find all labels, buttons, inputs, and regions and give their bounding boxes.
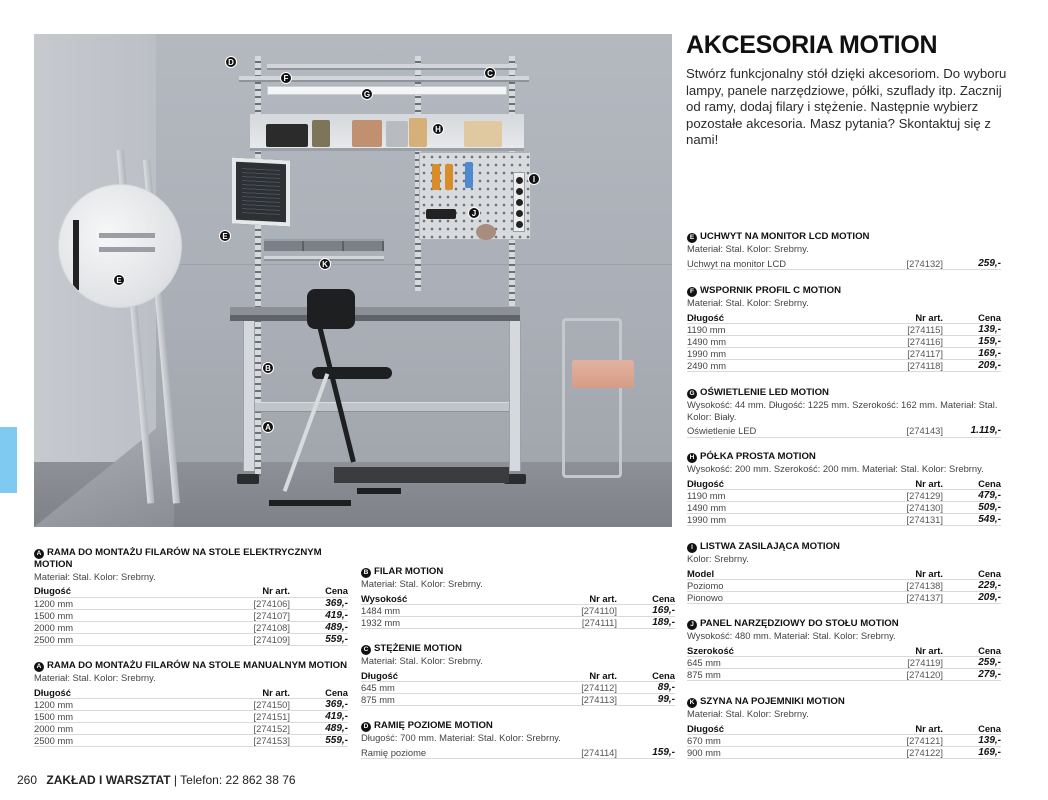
marker-d: D bbox=[225, 56, 237, 68]
row-label: 2000 mm bbox=[34, 723, 210, 735]
section-title: UCHWYT NA MONITOR LCD MOTION bbox=[700, 231, 870, 242]
section-description: Kolor: Srebrny. bbox=[687, 553, 749, 564]
chair-foot bbox=[269, 500, 351, 506]
section-heading bbox=[687, 231, 1001, 243]
chair-back bbox=[307, 289, 355, 329]
column-header: Model bbox=[687, 568, 863, 580]
tape-roll bbox=[409, 118, 427, 147]
section-heading bbox=[687, 696, 1001, 708]
price: 479,- bbox=[943, 490, 1001, 502]
section-description: Materiał: Stal. Kolor: Srebrny. bbox=[687, 297, 809, 308]
price: 189,- bbox=[617, 617, 675, 629]
letter-badge: B bbox=[361, 568, 371, 578]
marker-b: B bbox=[262, 362, 274, 374]
price: 89,- bbox=[617, 682, 675, 694]
desk-leg bbox=[509, 321, 521, 471]
article-number: [274129] bbox=[863, 490, 943, 502]
table-row bbox=[34, 723, 348, 735]
letter-badge: K bbox=[687, 698, 697, 708]
column-header: Nr art. bbox=[210, 585, 290, 597]
led-light bbox=[267, 86, 507, 95]
price: 169,- bbox=[943, 348, 1001, 360]
section-title: SZYNA NA POJEMNIKI MOTION bbox=[700, 696, 845, 707]
price: 369,- bbox=[290, 699, 348, 711]
letter-badge: D bbox=[361, 722, 371, 732]
letter-badge: E bbox=[687, 233, 697, 243]
intro-text: Stwórz funkcjonalny stół dzięki akcesoriom. Do wyboru lampy, panele narzędziowe, półki, szuflady itp. Zacznij od ramy, dodaj filary i stężenie. Następnie wybierz pozostałe akcesoria. Masz pytania? Skontaktuj się z nami! bbox=[686, 66, 1007, 147]
article-number: [274118] bbox=[863, 360, 943, 372]
letter-badge: H bbox=[687, 453, 697, 463]
marker-c: C bbox=[484, 67, 496, 79]
pliers bbox=[445, 164, 453, 190]
column-header: Długość bbox=[687, 478, 863, 490]
table-row bbox=[361, 694, 675, 706]
article-number: [274121] bbox=[863, 735, 943, 747]
article-number: [274138] bbox=[863, 580, 943, 592]
letter-badge: F bbox=[687, 287, 697, 297]
table-row bbox=[34, 699, 348, 711]
marker-h: H bbox=[432, 123, 444, 135]
price: 139,- bbox=[943, 324, 1001, 336]
column-header: Cena bbox=[617, 670, 675, 682]
price: 369,- bbox=[290, 597, 348, 609]
section-heading bbox=[361, 566, 675, 578]
paper-roll bbox=[572, 360, 634, 388]
row-label: 2490 mm bbox=[687, 360, 863, 372]
section-title: OŚWIETLENIE LED MOTION bbox=[700, 387, 829, 398]
table-row bbox=[34, 711, 348, 723]
table-header bbox=[687, 645, 1001, 657]
letter-badge: C bbox=[361, 645, 371, 655]
column-header: Cena bbox=[617, 593, 675, 605]
article-number: [274119] bbox=[863, 657, 943, 669]
column-header: Nr art. bbox=[863, 723, 943, 735]
page-number: 260 bbox=[17, 773, 38, 787]
desk-foot bbox=[237, 474, 259, 484]
product-section-e bbox=[687, 231, 1001, 270]
price-table bbox=[361, 593, 675, 630]
brace bbox=[255, 402, 509, 412]
product-section-i bbox=[687, 541, 1001, 604]
lcd-monitor bbox=[232, 157, 290, 226]
bracket-arm bbox=[99, 247, 155, 252]
article-number: [274131] bbox=[863, 514, 943, 526]
section-color-tab bbox=[0, 427, 17, 493]
section-title: LISTWA ZASILAJĄCA MOTION bbox=[700, 541, 840, 552]
table-header bbox=[687, 723, 1001, 735]
row-label: 1500 mm bbox=[34, 609, 210, 621]
product-section-f bbox=[687, 285, 1001, 372]
article-number: [274115] bbox=[863, 324, 943, 336]
letter-badge: I bbox=[687, 543, 697, 553]
row-label: 2000 mm bbox=[34, 621, 210, 633]
column-header: Szerokość bbox=[687, 645, 863, 657]
marker-g: G bbox=[361, 88, 373, 100]
price: 169,- bbox=[943, 747, 1001, 759]
price-table bbox=[687, 258, 1001, 271]
product-section-g bbox=[687, 387, 1001, 438]
column-header: Długość bbox=[34, 687, 210, 699]
section-heading bbox=[687, 618, 1001, 630]
marker-e: E bbox=[219, 230, 231, 242]
marker-j: J bbox=[468, 207, 480, 219]
article-number: [274110] bbox=[537, 605, 617, 617]
row-label: 1200 mm bbox=[34, 699, 210, 711]
article-number: [274117] bbox=[863, 348, 943, 360]
section-heading bbox=[687, 451, 1001, 463]
table-header bbox=[361, 593, 675, 605]
article-number: [274111] bbox=[537, 617, 617, 629]
column-header: Długość bbox=[687, 312, 863, 324]
section-description: Materiał: Stal. Kolor: Srebrny. bbox=[361, 578, 483, 589]
row-label: 1990 mm bbox=[687, 348, 863, 360]
section-heading bbox=[34, 547, 348, 571]
paper-roll-stand bbox=[562, 318, 622, 478]
wall-seam bbox=[156, 264, 672, 265]
price: 229,- bbox=[943, 580, 1001, 592]
section-heading bbox=[687, 541, 1001, 553]
power-strip bbox=[513, 172, 525, 232]
row-label: Uchwyt na monitor LCD bbox=[687, 258, 863, 270]
column-header: Cena bbox=[943, 568, 1001, 580]
price-table bbox=[687, 645, 1001, 682]
price: 509,- bbox=[943, 502, 1001, 514]
page-title: AKCESORIA MOTION bbox=[686, 31, 938, 59]
letter-badge: G bbox=[687, 389, 697, 399]
table-header bbox=[34, 585, 348, 597]
article-number: [274137] bbox=[863, 592, 943, 604]
row-label: 1484 mm bbox=[361, 605, 537, 617]
table-row bbox=[34, 621, 348, 633]
article-number: [274151] bbox=[210, 711, 290, 723]
row-label: 1190 mm bbox=[687, 490, 863, 502]
row-label: 1490 mm bbox=[687, 336, 863, 348]
row-label: 1990 mm bbox=[687, 514, 863, 526]
column-header: Cena bbox=[943, 312, 1001, 324]
wipes-can bbox=[465, 162, 473, 188]
marker-a: A bbox=[262, 421, 274, 433]
section-description: Długość: 700 mm. Materiał: Stal. Kolor: Srebrny. bbox=[361, 732, 561, 743]
price-table bbox=[687, 478, 1001, 527]
section-title: RAMA DO MONTAŻU FILARÓW NA STOLE ELEKTRYCZNYM MOTION bbox=[34, 547, 322, 570]
section-description: Wysokość: 200 mm. Szerokość: 200 mm. Materiał: Stal. Kolor: Srebrny. bbox=[687, 463, 984, 474]
monitor-edge bbox=[73, 220, 79, 290]
floor-mat bbox=[334, 467, 509, 483]
price: 139,- bbox=[943, 735, 1001, 747]
table-row bbox=[687, 514, 1001, 526]
bracket-arm bbox=[99, 233, 155, 238]
section-title: STĘŻENIE MOTION bbox=[374, 643, 462, 654]
table-row bbox=[687, 747, 1001, 759]
row-label: 1200 mm bbox=[34, 597, 210, 609]
price-table bbox=[687, 568, 1001, 605]
table-row bbox=[687, 360, 1001, 372]
price: 419,- bbox=[290, 711, 348, 723]
screwdrivers bbox=[426, 209, 456, 219]
section-title: FILAR MOTION bbox=[374, 566, 444, 577]
row-label: Pionowo bbox=[687, 592, 863, 604]
table-header bbox=[687, 312, 1001, 324]
article-number: [274112] bbox=[537, 682, 617, 694]
row-label: 1490 mm bbox=[687, 502, 863, 514]
table-row bbox=[687, 592, 1001, 604]
section-heading bbox=[361, 643, 675, 655]
row-label: 875 mm bbox=[361, 694, 537, 706]
table-header bbox=[687, 478, 1001, 490]
table-row bbox=[687, 580, 1001, 592]
section-title: WSPORNIK PROFIL C MOTION bbox=[700, 285, 842, 296]
table-row bbox=[687, 258, 1001, 270]
section-title: RAMIĘ POZIOME MOTION bbox=[374, 720, 493, 731]
tape-roll bbox=[476, 224, 496, 240]
column-header: Długość bbox=[687, 723, 863, 735]
table-row bbox=[687, 669, 1001, 681]
row-label: 1932 mm bbox=[361, 617, 537, 629]
price: 209,- bbox=[943, 592, 1001, 604]
article-number: [274116] bbox=[863, 336, 943, 348]
table-row bbox=[361, 682, 675, 694]
table-header bbox=[361, 670, 675, 682]
section-heading bbox=[687, 285, 1001, 297]
row-label: 1190 mm bbox=[687, 324, 863, 336]
table-row bbox=[361, 747, 675, 759]
price: 549,- bbox=[943, 514, 1001, 526]
price: 559,- bbox=[290, 735, 348, 747]
bins bbox=[264, 239, 384, 251]
letter-badge: J bbox=[687, 620, 697, 630]
price-table bbox=[34, 687, 348, 748]
column-header: Cena bbox=[943, 645, 1001, 657]
row-label: 1500 mm bbox=[34, 711, 210, 723]
price-table bbox=[361, 747, 675, 760]
column-header: Nr art. bbox=[863, 645, 943, 657]
table-row bbox=[34, 633, 348, 645]
section-description: Materiał: Stal. Kolor: Srebrny. bbox=[361, 655, 483, 666]
row-label: Oświetlenie LED bbox=[687, 425, 863, 437]
section-title: RAMA DO MONTAŻU FILARÓW NA STOLE MANUALNYM MOTION bbox=[47, 660, 348, 671]
price: 1.119,- bbox=[943, 425, 1001, 437]
product-section-d bbox=[361, 720, 675, 759]
article-number: [274153] bbox=[210, 735, 290, 747]
phone-info: | Telefon: 22 862 38 76 bbox=[173, 773, 296, 787]
price: 259,- bbox=[943, 657, 1001, 669]
row-label: 2500 mm bbox=[34, 633, 210, 645]
product-section-k bbox=[687, 696, 1001, 759]
column-header: Cena bbox=[290, 687, 348, 699]
row-label: Poziomo bbox=[687, 580, 863, 592]
price: 419,- bbox=[290, 609, 348, 621]
row-label: 670 mm bbox=[687, 735, 863, 747]
marker-i: I bbox=[528, 173, 540, 185]
price-table bbox=[687, 312, 1001, 373]
desk-leg bbox=[243, 321, 255, 471]
article-number: [274143] bbox=[863, 425, 943, 437]
marker-f: F bbox=[280, 72, 292, 84]
article-number: [274130] bbox=[863, 502, 943, 514]
article-number: [274120] bbox=[863, 669, 943, 681]
row-label: Ramię poziome bbox=[361, 747, 537, 759]
marker-k: K bbox=[319, 258, 331, 270]
article-number: [274132] bbox=[863, 258, 943, 270]
chair-foot bbox=[357, 488, 401, 494]
article-number: [274107] bbox=[210, 609, 290, 621]
product-photo bbox=[34, 34, 672, 527]
letter-badge: A bbox=[34, 662, 44, 672]
column-header: Nr art. bbox=[863, 312, 943, 324]
table-row bbox=[687, 348, 1001, 360]
row-label: 645 mm bbox=[361, 682, 537, 694]
table-row bbox=[687, 735, 1001, 747]
table-row bbox=[34, 597, 348, 609]
page-footer bbox=[17, 773, 296, 787]
product-section-b bbox=[361, 566, 675, 629]
table-row bbox=[34, 609, 348, 621]
speaker bbox=[266, 124, 308, 147]
column-header: Cena bbox=[943, 723, 1001, 735]
marker-e-inset: E bbox=[113, 274, 125, 286]
price-table bbox=[361, 670, 675, 707]
product-section-c bbox=[361, 643, 675, 706]
product-section-a-manual bbox=[34, 660, 348, 747]
section-description: Materiał: Stal. Kolor: Srebrny. bbox=[34, 672, 156, 683]
section-heading bbox=[361, 720, 675, 732]
product-section-a-electric bbox=[34, 547, 348, 646]
section-description: Wysokość: 480 mm. Materiał: Stal. Kolor: Srebrny. bbox=[687, 630, 896, 641]
table-row bbox=[361, 605, 675, 617]
column-header: Nr art. bbox=[863, 478, 943, 490]
category-name: ZAKŁAD I WARSZTAT bbox=[46, 773, 171, 787]
column-header: Długość bbox=[34, 585, 210, 597]
table-row bbox=[687, 425, 1001, 437]
price: 169,- bbox=[617, 605, 675, 617]
horizontal-arm bbox=[267, 64, 517, 70]
section-title: PÓŁKA PROSTA MOTION bbox=[700, 451, 816, 462]
section-description: Materiał: Stal. Kolor: Srebrny. bbox=[687, 243, 809, 254]
row-label: 2500 mm bbox=[34, 735, 210, 747]
monitor-bracket-detail bbox=[58, 184, 182, 308]
tape-rolls bbox=[464, 121, 502, 147]
table-row bbox=[687, 502, 1001, 514]
column-header: Cena bbox=[943, 478, 1001, 490]
row-label: 645 mm bbox=[687, 657, 863, 669]
price: 489,- bbox=[290, 621, 348, 633]
column-header: Cena bbox=[290, 585, 348, 597]
price: 279,- bbox=[943, 669, 1001, 681]
price: 159,- bbox=[943, 336, 1001, 348]
table-row bbox=[687, 490, 1001, 502]
section-heading bbox=[687, 387, 1001, 399]
table-row bbox=[687, 657, 1001, 669]
column-header: Nr art. bbox=[863, 568, 943, 580]
article-number: [274122] bbox=[863, 747, 943, 759]
price-table bbox=[687, 723, 1001, 760]
price: 259,- bbox=[943, 258, 1001, 270]
bag bbox=[386, 121, 408, 147]
letter-badge: A bbox=[34, 549, 44, 559]
section-description: Materiał: Stal. Kolor: Srebrny. bbox=[687, 708, 809, 719]
article-number: [274150] bbox=[210, 699, 290, 711]
column-header: Nr art. bbox=[537, 670, 617, 682]
article-number: [274113] bbox=[537, 694, 617, 706]
desk-top bbox=[230, 307, 520, 321]
price: 209,- bbox=[943, 360, 1001, 372]
table-header bbox=[34, 687, 348, 699]
row-label: 900 mm bbox=[687, 747, 863, 759]
table-row bbox=[687, 336, 1001, 348]
price: 559,- bbox=[290, 633, 348, 645]
row-label: 875 mm bbox=[687, 669, 863, 681]
price: 489,- bbox=[290, 723, 348, 735]
article-number: [274108] bbox=[210, 621, 290, 633]
column-header: Nr art. bbox=[537, 593, 617, 605]
pliers bbox=[432, 164, 440, 190]
plant bbox=[312, 120, 330, 147]
column-header: Nr art. bbox=[210, 687, 290, 699]
box bbox=[352, 120, 382, 147]
column-header: Długość bbox=[361, 670, 537, 682]
table-row bbox=[687, 324, 1001, 336]
table-row bbox=[361, 617, 675, 629]
section-title: PANEL NARZĘDZIOWY DO STOŁU MOTION bbox=[700, 618, 899, 629]
article-number: [274114] bbox=[537, 747, 617, 759]
article-number: [274106] bbox=[210, 597, 290, 609]
price-table bbox=[687, 425, 1001, 438]
column-header: Wysokość bbox=[361, 593, 537, 605]
price: 99,- bbox=[617, 694, 675, 706]
price-table bbox=[34, 585, 348, 646]
chair-post bbox=[317, 325, 356, 462]
article-number: [274109] bbox=[210, 633, 290, 645]
price: 159,- bbox=[617, 747, 675, 759]
product-section-h bbox=[687, 451, 1001, 526]
article-number: [274152] bbox=[210, 723, 290, 735]
section-heading bbox=[34, 660, 348, 672]
table-row bbox=[34, 735, 348, 747]
section-description: Materiał: Stal. Kolor: Srebrny. bbox=[34, 570, 156, 582]
section-description: Wysokość: 44 mm. Długość: 1225 mm. Szerokość: 162 mm. Materiał: Stal. Kolor: Biały. bbox=[687, 399, 998, 422]
product-section-j bbox=[687, 618, 1001, 681]
table-header bbox=[687, 568, 1001, 580]
